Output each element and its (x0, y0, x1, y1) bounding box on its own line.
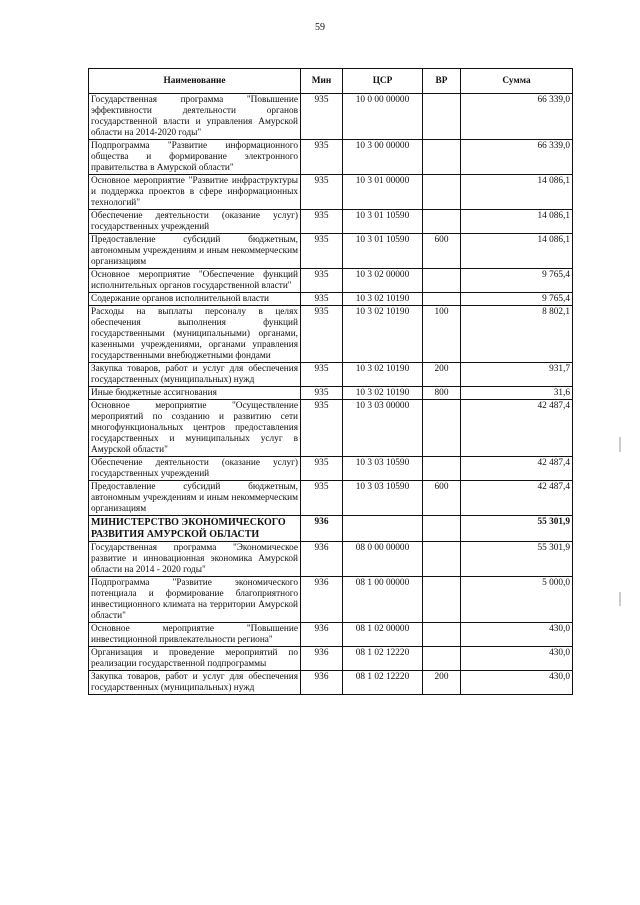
row-csr: 10 3 01 10590 (343, 234, 423, 269)
row-sum: 8 802,1 (461, 306, 573, 363)
row-sum: 66 339,0 (461, 140, 573, 175)
table-row (89, 269, 573, 293)
row-sum: 66 339,0 (461, 94, 573, 140)
row-sum: 9 765,4 (461, 269, 573, 293)
row-sum: 430,0 (461, 671, 573, 695)
row-name: Предоставление субсидий бюджетным, автономным учреждениям и иным некоммерческим организациям (89, 234, 301, 269)
row-csr: 08 0 00 00000 (343, 542, 423, 577)
table-row (89, 210, 573, 234)
row-csr: 10 3 02 10190 (343, 387, 423, 400)
row-min: 935 (301, 140, 343, 175)
table-row-ministry (89, 516, 573, 542)
row-sum: 430,0 (461, 647, 573, 671)
row-vr: 600 (423, 481, 461, 516)
row-min: 935 (301, 387, 343, 400)
header-name: Наименование (89, 69, 301, 94)
table-row (89, 457, 573, 481)
row-sum: 42 487,4 (461, 457, 573, 481)
row-sum: 14 086,1 (461, 175, 573, 210)
row-name: Обеспечение деятельности (оказание услуг) государственных учреждений (89, 457, 301, 481)
row-csr: 10 3 01 00000 (343, 175, 423, 210)
row-min: 936 (301, 542, 343, 577)
row-min: 935 (301, 481, 343, 516)
row-vr (423, 175, 461, 210)
row-min: 936 (301, 623, 343, 647)
row-sum: 31,6 (461, 387, 573, 400)
row-csr: 10 3 01 10590 (343, 210, 423, 234)
row-min: 935 (301, 175, 343, 210)
row-vr: 100 (423, 306, 461, 363)
row-vr: 200 (423, 671, 461, 695)
header-vr: ВР (423, 69, 461, 94)
row-vr (423, 269, 461, 293)
budget-table (88, 68, 573, 695)
row-csr: 08 1 02 12220 (343, 647, 423, 671)
row-name: Государственная программа "Повышение эффективности деятельности органов государственной власти и управления Амурской области на 2014-2020 годы" (89, 94, 301, 140)
row-name: Обеспечение деятельности (оказание услуг) государственных учреждений (89, 210, 301, 234)
row-csr: 08 1 02 12220 (343, 671, 423, 695)
row-vr (423, 457, 461, 481)
row-vr (423, 210, 461, 234)
row-name: Государственная программа "Экономическое развитие и инновационная экономика Амурской области на 2014 - 2020 годы" (89, 542, 301, 577)
row-min: 935 (301, 363, 343, 387)
row-vr (423, 542, 461, 577)
row-csr: 10 3 03 00000 (343, 400, 423, 457)
row-csr: 10 3 00 00000 (343, 140, 423, 175)
row-sum: 931,7 (461, 363, 573, 387)
table-row (89, 481, 573, 516)
row-csr: 10 3 02 10190 (343, 306, 423, 363)
row-name: Основное мероприятие "Повышение инвестиционной привлекательности региона" (89, 623, 301, 647)
table-row (89, 623, 573, 647)
row-vr: 800 (423, 387, 461, 400)
row-min: 936 (301, 577, 343, 623)
row-name: Предоставление субсидий бюджетным, автономным учреждениям и иным некоммерческим организациям (89, 481, 301, 516)
row-min: 936 (301, 671, 343, 695)
table-row (89, 94, 573, 140)
table-row (89, 577, 573, 623)
row-sum: 55 301,9 (461, 542, 573, 577)
row-min: 935 (301, 234, 343, 269)
row-name: Подпрограмма "Развитие экономического потенциала и формирование благоприятного инвестиционного климата на территории Амурской области" (89, 577, 301, 623)
row-csr: 10 3 03 10590 (343, 457, 423, 481)
row-csr: 10 3 02 10190 (343, 293, 423, 306)
row-vr: 200 (423, 363, 461, 387)
row-min: 935 (301, 306, 343, 363)
row-min: 936 (301, 647, 343, 671)
header-sum: Сумма (461, 69, 573, 94)
row-csr: 10 0 00 00000 (343, 94, 423, 140)
row-vr (423, 647, 461, 671)
row-name: Основное мероприятие "Обеспечение функций исполнительных органов государственной власти" (89, 269, 301, 293)
row-sum: 9 765,4 (461, 293, 573, 306)
row-csr (343, 516, 423, 542)
row-csr: 10 3 03 10590 (343, 481, 423, 516)
table-row (89, 542, 573, 577)
row-name: Иные бюджетные ассигнования (89, 387, 301, 400)
row-min: 935 (301, 400, 343, 457)
row-sum: 14 086,1 (461, 210, 573, 234)
table-row (89, 175, 573, 210)
row-sum: 42 487,4 (461, 400, 573, 457)
row-csr: 08 1 02 00000 (343, 623, 423, 647)
table-row (89, 140, 573, 175)
page-number: 59 (315, 22, 325, 33)
row-vr (423, 577, 461, 623)
row-name: Закупка товаров, работ и услуг для обеспечения государственных (муниципальных) нужд (89, 363, 301, 387)
row-min: 936 (301, 516, 343, 542)
row-name: МИНИСТЕРСТВО ЭКОНОМИЧЕСКОГО РАЗВИТИЯ АМУРСКОЙ ОБЛАСТИ (89, 516, 301, 542)
row-name: Основное мероприятие "Осуществление мероприятий по созданию и развитию сети многофункциональных центров предоставления государственных и муниципальных услуг в Амурской области" (89, 400, 301, 457)
row-csr: 10 3 02 10190 (343, 363, 423, 387)
row-sum: 42 487,4 (461, 481, 573, 516)
row-vr (423, 516, 461, 542)
header-min: Мин (301, 69, 343, 94)
row-csr: 08 1 00 00000 (343, 577, 423, 623)
row-vr (423, 94, 461, 140)
table-row (89, 671, 573, 695)
row-min: 935 (301, 293, 343, 306)
row-min: 935 (301, 210, 343, 234)
row-vr: 600 (423, 234, 461, 269)
table-row (89, 387, 573, 400)
table-row (89, 363, 573, 387)
row-min: 935 (301, 94, 343, 140)
row-vr (423, 293, 461, 306)
table-row (89, 400, 573, 457)
row-name: Содержание органов исполнительной власти (89, 293, 301, 306)
header-csr: ЦСР (343, 69, 423, 94)
row-name: Подпрограмма "Развитие информационного общества и формирование электронного правительства в Амурской области" (89, 140, 301, 175)
row-vr (423, 400, 461, 457)
table-row (89, 306, 573, 363)
row-name: Основное мероприятие "Развитие инфраструктуры и поддержка проектов в сфере информационных технологий" (89, 175, 301, 210)
table-row (89, 293, 573, 306)
table-header-row (89, 69, 573, 94)
row-min: 935 (301, 457, 343, 481)
row-min: 935 (301, 269, 343, 293)
row-sum: 55 301,9 (461, 516, 573, 542)
row-vr (423, 140, 461, 175)
table-row (89, 234, 573, 269)
row-csr: 10 3 02 00000 (343, 269, 423, 293)
row-sum: 430,0 (461, 623, 573, 647)
table-row (89, 647, 573, 671)
row-name: Расходы на выплаты персоналу в целях обеспечения выполнения функций государственными (муниципальными) органами, казенными учреждениями, органами управления государственными внебюджетными фондами (89, 306, 301, 363)
row-name: Организация и проведение мероприятий по реализации государственной подпрограммы (89, 647, 301, 671)
row-name: Закупка товаров, работ и услуг для обеспечения государственных (муниципальных) нужд (89, 671, 301, 695)
row-vr (423, 623, 461, 647)
row-sum: 5 000,0 (461, 577, 573, 623)
row-sum: 14 086,1 (461, 234, 573, 269)
